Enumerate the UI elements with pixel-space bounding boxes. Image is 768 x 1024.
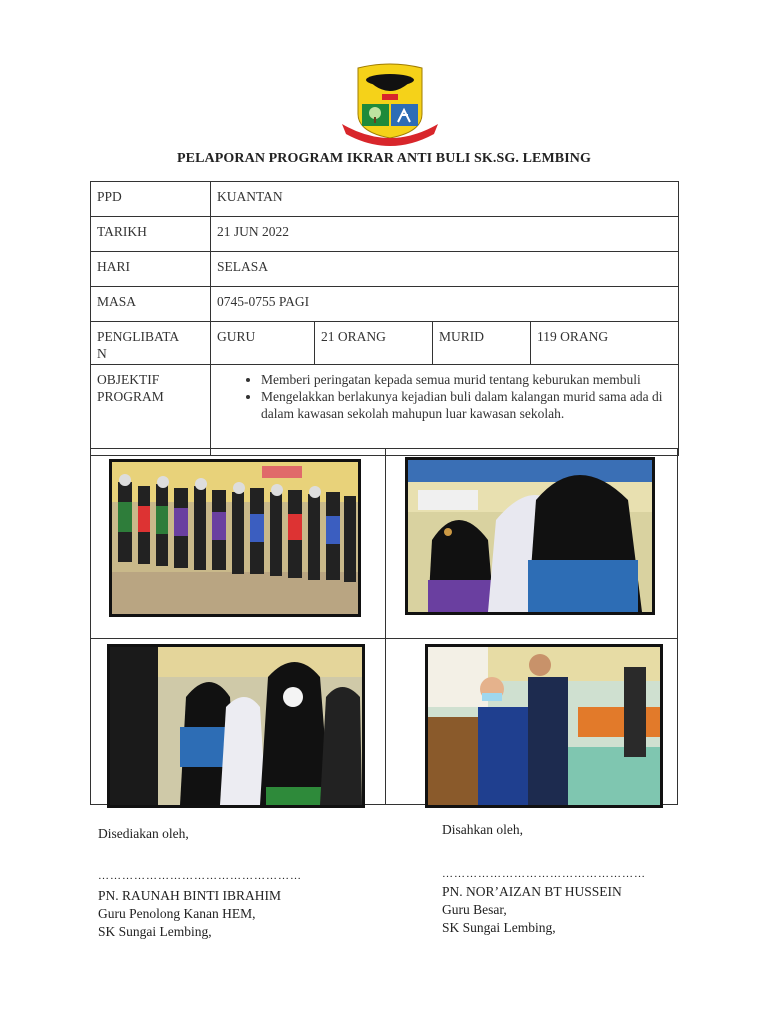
grid-divider-vertical [385, 449, 386, 804]
approved-position: Guru Besar, [442, 902, 507, 917]
approved-block [442, 821, 523, 839]
penglibatan-label-line2: N [97, 346, 107, 361]
penglibatan-label [91, 322, 211, 365]
tarikh-label: TARIKH [91, 217, 211, 252]
murid-label: MURID [433, 322, 531, 365]
photo-students [405, 457, 655, 615]
approved-school: SK Sungai Lembing, [442, 920, 556, 935]
row-tarikh [91, 217, 679, 252]
ppd-label: PPD [91, 182, 211, 217]
objektif-item: • Mengelakkan berlakunya kejadian buli dalam kalangan murid sama ada di dalam kawasan sekolah mahupun luar kawasan sekolah. [261, 388, 672, 422]
prepared-signature-line: …………………………………………… [98, 870, 302, 882]
approved-details [442, 883, 622, 937]
row-objektif [91, 365, 679, 456]
prepared-details [98, 887, 281, 941]
objektif-value [211, 365, 679, 456]
prepared-block [98, 825, 189, 843]
photo-girls [107, 644, 365, 808]
approved-name: PN. NOR’AIZAN BT HUSSEIN [442, 884, 622, 899]
row-ppd [91, 182, 679, 217]
prepared-name: PN. RAUNAH BINTI IBRAHIM [98, 888, 282, 903]
info-table [90, 181, 679, 456]
photo-assembly [109, 459, 361, 617]
row-penglibatan [91, 322, 679, 365]
penglibatan-label-line1: PENGLIBATA [97, 329, 180, 344]
row-masa [91, 287, 679, 322]
guru-label: GURU [211, 322, 315, 365]
school-logo [338, 62, 442, 146]
ppd-value: KUANTAN [211, 182, 679, 217]
guru-value: 21 ORANG [315, 322, 433, 365]
hari-label: HARI [91, 252, 211, 287]
approved-signature-line: …………………………………………… [442, 868, 646, 880]
photo-grid [90, 448, 678, 805]
row-hari [91, 252, 679, 287]
grid-divider-horizontal [91, 638, 677, 639]
masa-label: MASA [91, 287, 211, 322]
prepared-position: Guru Penolong Kanan HEM, [98, 906, 256, 921]
approved-heading: Disahkan oleh, [442, 822, 523, 837]
murid-value: 119 ORANG [531, 322, 679, 365]
objektif-item: • Memberi peringatan kepada semua murid tentang keburukan membuli [261, 371, 672, 388]
prepared-heading: Disediakan oleh, [98, 826, 189, 841]
objektif-label [91, 365, 211, 456]
prepared-school: SK Sungai Lembing, [98, 924, 212, 939]
objektif-list [217, 371, 672, 422]
hari-value: SELASA [211, 252, 679, 287]
objektif-label-line2: PROGRAM [97, 389, 164, 404]
report-title: PELAPORAN PROGRAM IKRAR ANTI BULI SK.SG. LEMBING [177, 151, 591, 166]
objektif-label-line1: OBJEKTIF [97, 372, 160, 387]
masa-value: 0745-0755 PAGI [211, 287, 679, 322]
photo-podium [425, 644, 663, 808]
tarikh-value: 21 JUN 2022 [211, 217, 679, 252]
